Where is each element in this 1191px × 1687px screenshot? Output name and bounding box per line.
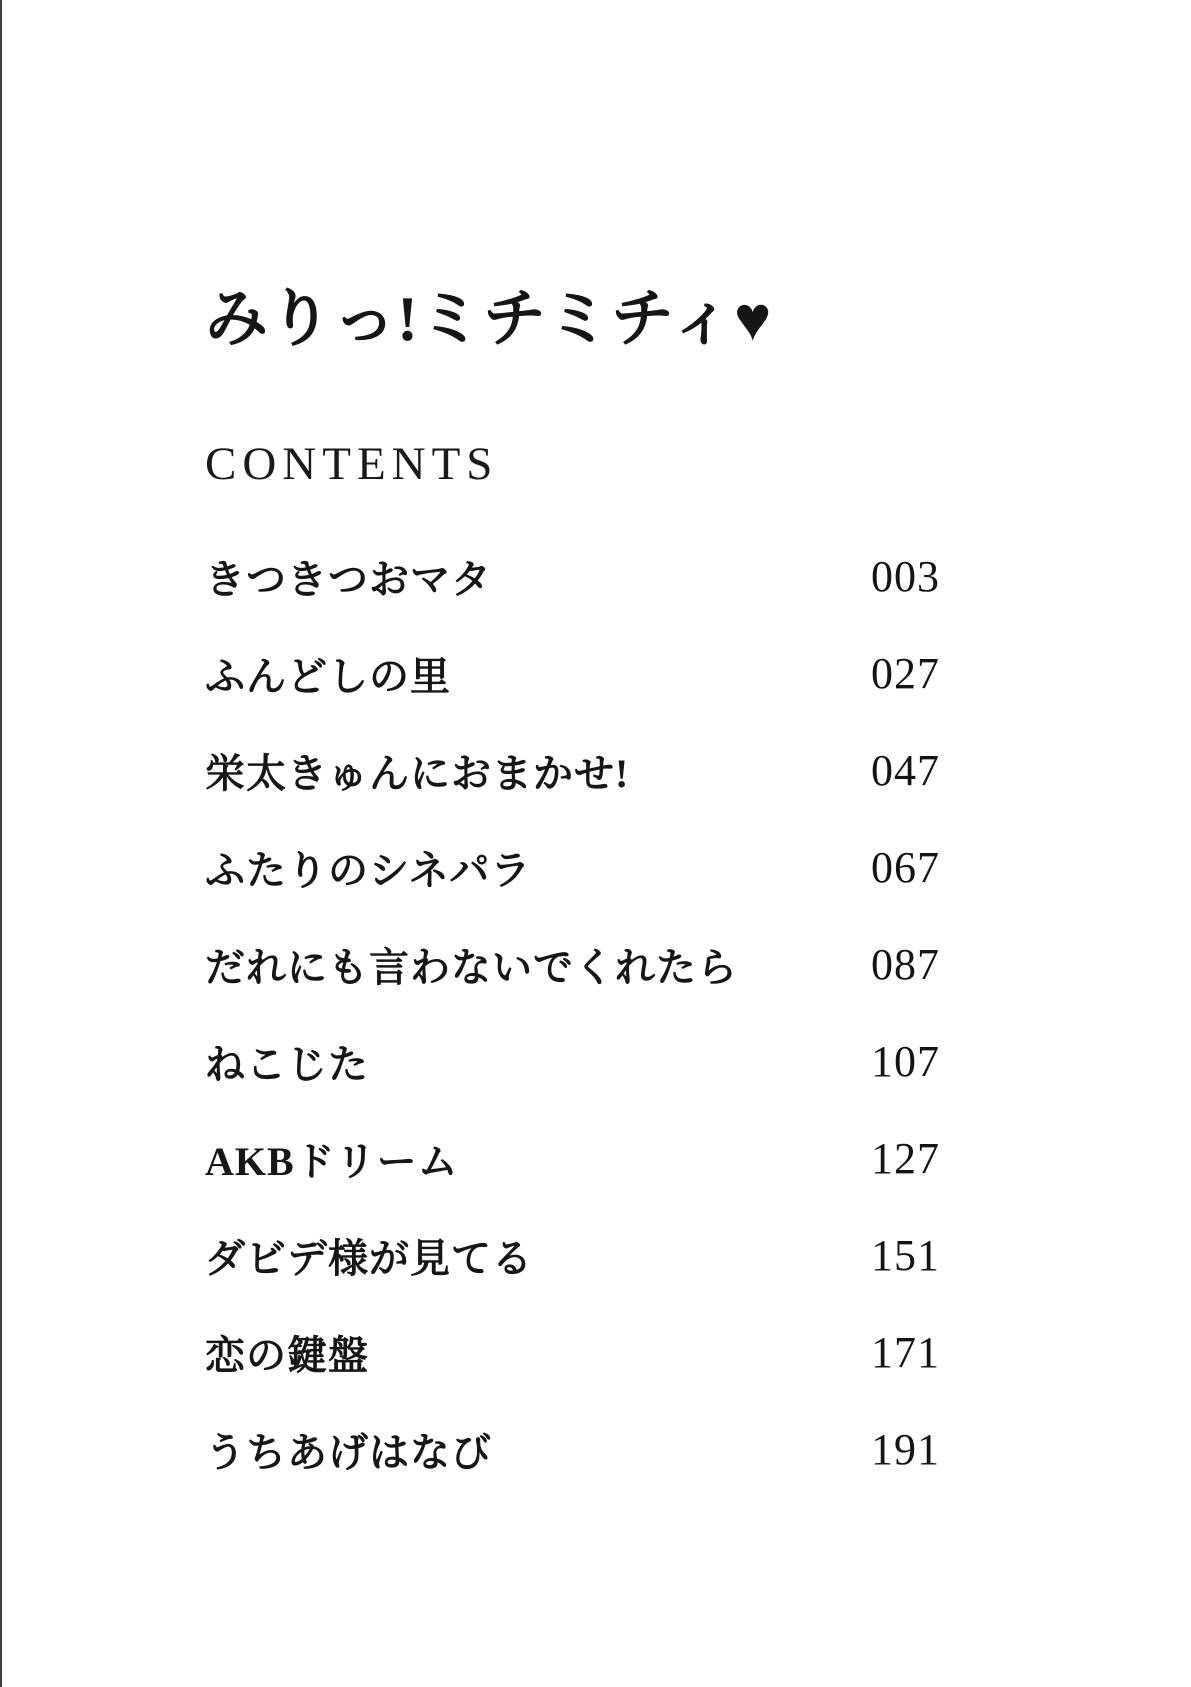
toc-row (205, 1110, 940, 1207)
page-number: 027 (871, 649, 940, 698)
contents-heading: CONTENTS (205, 438, 499, 490)
page-number: 003 (871, 552, 940, 601)
scan-edge-line (0, 0, 2, 1687)
chapter-title: ダビデ様が見てる (205, 1236, 533, 1281)
chapter-title: きつきつおマタ (205, 557, 492, 602)
toc-row (205, 819, 940, 916)
toc-row (205, 528, 940, 625)
chapter-title: AKBドリーム (205, 1139, 459, 1184)
chapter-title: ふんどしの里 (205, 654, 451, 699)
page-number: 171 (871, 1328, 940, 1377)
toc-row (205, 1401, 940, 1498)
page-number: 151 (871, 1231, 940, 1280)
chapter-title: ねこじた (205, 1042, 369, 1087)
page-number: 107 (871, 1037, 940, 1086)
chapter-title: だれにも言わないでくれたら (205, 945, 738, 990)
toc-row (205, 625, 940, 722)
chapter-title: 恋の鍵盤 (205, 1333, 369, 1378)
toc-row (205, 1304, 940, 1401)
page-number: 047 (871, 746, 940, 795)
toc-row (205, 722, 940, 819)
toc-row (205, 916, 940, 1013)
toc-row (205, 1207, 940, 1304)
page-number: 127 (871, 1134, 940, 1183)
chapter-title: ふたりのシネパラ (205, 848, 532, 893)
toc-list (205, 528, 940, 1498)
page-number: 067 (871, 843, 940, 892)
chapter-title: 栄太きゅんにおまかせ! (205, 751, 630, 796)
page-number: 087 (871, 940, 940, 989)
toc-row (205, 1013, 940, 1110)
chapter-title: うちあげはなび (205, 1430, 492, 1475)
page-number: 191 (871, 1425, 940, 1474)
book-title: みりっ!ミチミチィ♥ (205, 284, 773, 354)
